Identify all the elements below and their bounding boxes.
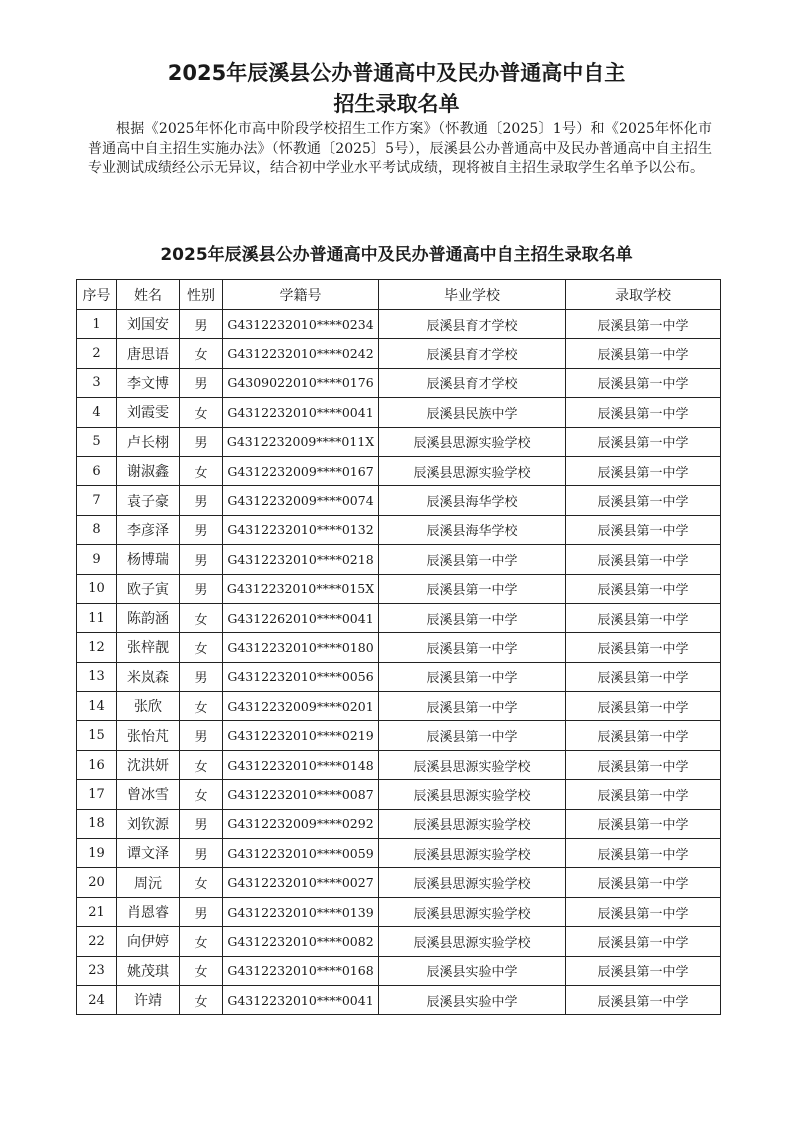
cell-name: 沈洪妍 [117,750,180,779]
cell-index: 9 [77,545,117,574]
table-row [77,368,721,397]
cell-name: 曾冰雪 [117,780,180,809]
cell-student-id: G4312232010****0219 [223,721,379,750]
header-name: 姓名 [117,280,180,310]
cell-graduation-school: 辰溪县第一中学 [379,574,566,603]
cell-student-id: G4312232010****0139 [223,897,379,926]
cell-student-id: G4312232009****0167 [223,456,379,485]
cell-gender: 女 [180,339,223,368]
cell-graduation-school: 辰溪县思源实验学校 [379,839,566,868]
cell-graduation-school: 辰溪县第一中学 [379,662,566,691]
cell-admission-school: 辰溪县第一中学 [566,868,721,897]
cell-graduation-school: 辰溪县思源实验学校 [379,897,566,926]
cell-admission-school: 辰溪县第一中学 [566,633,721,662]
cell-index: 21 [77,897,117,926]
table-row [77,398,721,427]
cell-student-id: G4312232010****0056 [223,662,379,691]
cell-index: 13 [77,662,117,691]
cell-admission-school: 辰溪县第一中学 [566,662,721,691]
cell-name: 张怡芃 [117,721,180,750]
cell-index: 2 [77,339,117,368]
cell-student-id: G4312232010****0242 [223,339,379,368]
table-title: 2025年辰溪县公办普通高中及民办普通高中自主招生录取名单 [160,245,633,265]
cell-student-id: G4312262010****0041 [223,603,379,632]
table-header-row [77,280,721,310]
cell-student-id: G4312232010****0082 [223,927,379,956]
cell-gender: 女 [180,927,223,956]
cell-student-id: G4312232010****0027 [223,868,379,897]
cell-student-id: G4312232010****0168 [223,956,379,985]
intro-paragraph: 根据《2025年怀化市高中阶段学校招生工作方案》（怀教通〔2025〕1号）和《2025年怀化市普通高中自主招生实施办法》（怀教通〔2025〕5号），辰溪县公办普通高中及民办普通高中自主招生专业测试成绩经公示无异议，结合初中学业水平考试成绩，现将被自主招生录取学生名单予以公布。 [88,121,712,176]
cell-index: 3 [77,368,117,397]
cell-graduation-school: 辰溪县思源实验学校 [379,927,566,956]
table-body [77,310,721,1015]
cell-graduation-school: 辰溪县第一中学 [379,633,566,662]
cell-admission-school: 辰溪县第一中学 [566,456,721,485]
table-row [77,574,721,603]
cell-name: 刘钦源 [117,809,180,838]
cell-index: 24 [77,985,117,1014]
cell-name: 肖恩睿 [117,897,180,926]
cell-student-id: G4312232009****0201 [223,692,379,721]
cell-graduation-school: 辰溪县育才学校 [379,368,566,397]
cell-name: 许靖 [117,985,180,1014]
cell-gender: 男 [180,721,223,750]
cell-admission-school: 辰溪县第一中学 [566,486,721,515]
document-title-line-2: 招生录取名单 [333,92,460,116]
cell-student-id: G4312232010****0087 [223,780,379,809]
table-row [77,721,721,750]
cell-graduation-school: 辰溪县育才学校 [379,339,566,368]
cell-gender: 女 [180,692,223,721]
header-graduation-school: 毕业学校 [379,280,566,310]
table-row [77,486,721,515]
cell-index: 7 [77,486,117,515]
cell-graduation-school: 辰溪县海华学校 [379,515,566,544]
cell-index: 18 [77,809,117,838]
cell-admission-school: 辰溪县第一中学 [566,692,721,721]
cell-index: 10 [77,574,117,603]
cell-gender: 男 [180,427,223,456]
document-title-line-1: 2025年辰溪县公办普通高中及民办普通高中自主 [167,61,626,85]
cell-gender: 女 [180,633,223,662]
cell-index: 12 [77,633,117,662]
cell-index: 20 [77,868,117,897]
cell-graduation-school: 辰溪县思源实验学校 [379,868,566,897]
cell-gender: 女 [180,750,223,779]
cell-name: 卢长栩 [117,427,180,456]
cell-student-id: G4312232009****0074 [223,486,379,515]
cell-student-id: G4312232010****0132 [223,515,379,544]
document-title [0,58,793,120]
cell-admission-school: 辰溪县第一中学 [566,310,721,339]
cell-graduation-school: 辰溪县海华学校 [379,486,566,515]
cell-index: 17 [77,780,117,809]
cell-gender: 男 [180,515,223,544]
cell-graduation-school: 辰溪县实验中学 [379,956,566,985]
table-row [77,868,721,897]
cell-index: 16 [77,750,117,779]
cell-student-id: G4312232010****0059 [223,839,379,868]
cell-gender: 女 [180,956,223,985]
table-row [77,956,721,985]
cell-gender: 男 [180,662,223,691]
cell-admission-school: 辰溪县第一中学 [566,897,721,926]
cell-graduation-school: 辰溪县思源实验学校 [379,780,566,809]
cell-name: 周沅 [117,868,180,897]
cell-student-id: G4312232010****0218 [223,545,379,574]
cell-admission-school: 辰溪县第一中学 [566,956,721,985]
cell-index: 8 [77,515,117,544]
cell-name: 谢淑鑫 [117,456,180,485]
cell-admission-school: 辰溪县第一中学 [566,545,721,574]
cell-index: 5 [77,427,117,456]
cell-index: 4 [77,398,117,427]
cell-graduation-school: 辰溪县第一中学 [379,545,566,574]
cell-gender: 男 [180,839,223,868]
cell-student-id: G4312232009****011X [223,427,379,456]
cell-name: 米岚森 [117,662,180,691]
cell-gender: 女 [180,780,223,809]
cell-name: 唐思语 [117,339,180,368]
cell-graduation-school: 辰溪县实验中学 [379,985,566,1014]
table-row [77,662,721,691]
table-row [77,927,721,956]
cell-index: 11 [77,603,117,632]
cell-name: 张梓靓 [117,633,180,662]
cell-admission-school: 辰溪县第一中学 [566,721,721,750]
cell-gender: 女 [180,603,223,632]
cell-index: 15 [77,721,117,750]
cell-gender: 女 [180,398,223,427]
cell-student-id: G4312232010****0180 [223,633,379,662]
cell-student-id: G4312232010****0041 [223,398,379,427]
cell-name: 刘霞雯 [117,398,180,427]
cell-index: 14 [77,692,117,721]
cell-gender: 女 [180,985,223,1014]
cell-index: 22 [77,927,117,956]
cell-graduation-school: 辰溪县思源实验学校 [379,456,566,485]
table-row [77,839,721,868]
cell-index: 6 [77,456,117,485]
header-student-id: 学籍号 [223,280,379,310]
cell-name: 向伊婷 [117,927,180,956]
cell-index: 23 [77,956,117,985]
cell-admission-school: 辰溪县第一中学 [566,750,721,779]
table-row [77,427,721,456]
cell-gender: 男 [180,486,223,515]
table-row [77,780,721,809]
cell-gender: 女 [180,456,223,485]
cell-graduation-school: 辰溪县育才学校 [379,310,566,339]
cell-index: 19 [77,839,117,868]
table-row [77,633,721,662]
cell-admission-school: 辰溪县第一中学 [566,339,721,368]
table-row [77,515,721,544]
cell-admission-school: 辰溪县第一中学 [566,427,721,456]
table-row [77,310,721,339]
cell-gender: 男 [180,809,223,838]
cell-gender: 男 [180,368,223,397]
cell-admission-school: 辰溪县第一中学 [566,985,721,1014]
header-admission-school: 录取学校 [566,280,721,310]
cell-graduation-school: 辰溪县思源实验学校 [379,427,566,456]
cell-student-id: G4312232009****0292 [223,809,379,838]
cell-graduation-school: 辰溪县第一中学 [379,692,566,721]
cell-graduation-school: 辰溪县思源实验学校 [379,750,566,779]
cell-name: 谭文泽 [117,839,180,868]
cell-name: 姚茂琪 [117,956,180,985]
cell-name: 刘国安 [117,310,180,339]
table-row [77,897,721,926]
cell-name: 陈韵涵 [117,603,180,632]
cell-admission-school: 辰溪县第一中学 [566,574,721,603]
admission-table [76,279,721,1015]
cell-admission-school: 辰溪县第一中学 [566,398,721,427]
table-row [77,545,721,574]
cell-gender: 男 [180,574,223,603]
cell-admission-school: 辰溪县第一中学 [566,809,721,838]
cell-name: 张欣 [117,692,180,721]
cell-admission-school: 辰溪县第一中学 [566,603,721,632]
cell-student-id: G4312232010****0234 [223,310,379,339]
cell-student-id: G4309022010****0176 [223,368,379,397]
cell-name: 杨博瑞 [117,545,180,574]
cell-graduation-school: 辰溪县民族中学 [379,398,566,427]
cell-admission-school: 辰溪县第一中学 [566,927,721,956]
cell-graduation-school: 辰溪县第一中学 [379,721,566,750]
cell-name: 李彦泽 [117,515,180,544]
cell-student-id: G4312232010****0041 [223,985,379,1014]
cell-graduation-school: 辰溪县思源实验学校 [379,809,566,838]
cell-name: 李文博 [117,368,180,397]
table-row [77,456,721,485]
cell-name: 欧子寅 [117,574,180,603]
cell-student-id: G4312232010****0148 [223,750,379,779]
table-row [77,692,721,721]
cell-gender: 男 [180,545,223,574]
table-row [77,339,721,368]
table-row [77,985,721,1014]
table-row [77,750,721,779]
cell-index: 1 [77,310,117,339]
table-row [77,809,721,838]
cell-admission-school: 辰溪县第一中学 [566,515,721,544]
table-row [77,603,721,632]
cell-gender: 女 [180,868,223,897]
cell-admission-school: 辰溪县第一中学 [566,368,721,397]
cell-gender: 男 [180,897,223,926]
header-gender: 性别 [180,280,223,310]
header-index: 序号 [77,280,117,310]
cell-admission-school: 辰溪县第一中学 [566,839,721,868]
cell-name: 袁子豪 [117,486,180,515]
cell-student-id: G4312232010****015X [223,574,379,603]
cell-admission-school: 辰溪县第一中学 [566,780,721,809]
cell-gender: 男 [180,310,223,339]
cell-graduation-school: 辰溪县第一中学 [379,603,566,632]
